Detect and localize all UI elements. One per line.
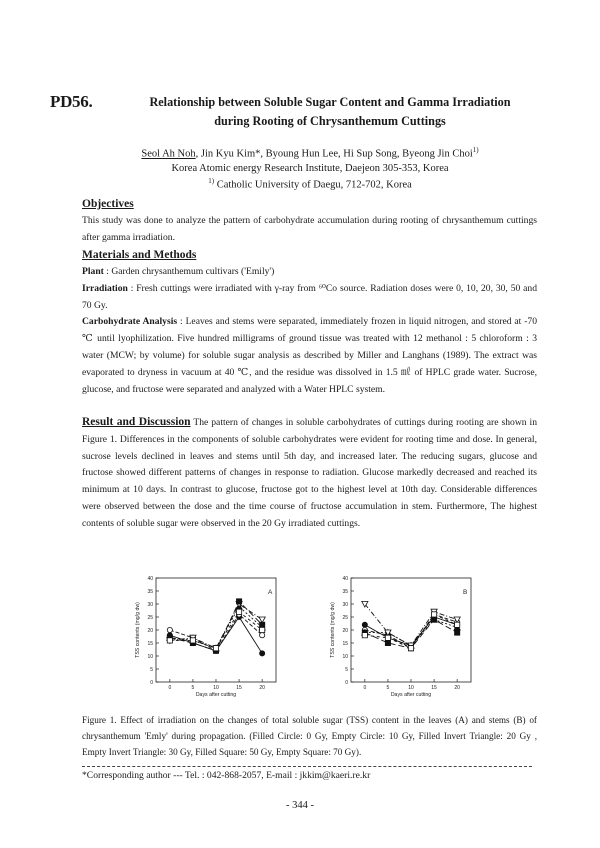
irradiation-label: Irradiation xyxy=(82,282,128,294)
chart-b xyxy=(313,568,488,698)
x-tick-label: 5 xyxy=(191,685,195,691)
y-tick-label: 10 xyxy=(342,654,348,660)
x-tick-label: 10 xyxy=(408,685,414,691)
y-tick-label: 40 xyxy=(342,576,348,582)
chart-a xyxy=(118,568,293,698)
carb-label: Carbohydrate Analysis xyxy=(82,316,178,328)
y-tick-label: 40 xyxy=(147,576,153,582)
other-authors: , Jin Kyu Kim*, Byoung Hun Lee, Hi Sup Song, Byeong Jin Choi xyxy=(195,148,473,160)
plot-frame xyxy=(156,578,276,682)
y-tick-label: 5 xyxy=(345,667,348,673)
data-point-empty-circle xyxy=(167,627,172,632)
irradiation-line xyxy=(82,281,537,315)
x-tick-label: 0 xyxy=(363,685,367,691)
x-tick-label: 5 xyxy=(386,685,390,691)
x-axis-label: Days after cutting xyxy=(195,692,237,698)
data-point-empty-square xyxy=(431,612,436,617)
series-filled-triangle xyxy=(167,604,266,651)
series-line xyxy=(170,601,262,650)
data-point-filled-circle xyxy=(260,651,265,656)
y-tick-label: 30 xyxy=(342,602,348,608)
y-tick-label: 20 xyxy=(147,628,153,634)
series-line xyxy=(170,604,262,648)
objectives-heading: Objectives xyxy=(82,198,134,210)
plot-frame xyxy=(351,578,471,682)
y-tick-label: 35 xyxy=(147,589,153,595)
y-tick-label: 0 xyxy=(345,680,348,686)
data-point-empty-square xyxy=(236,609,241,614)
data-point-empty-square xyxy=(167,638,172,643)
series-line xyxy=(170,612,262,648)
y-tick-label: 30 xyxy=(147,602,153,608)
methods-text xyxy=(82,264,537,398)
paper-title-line2: during Rooting of Chrysanthemum Cuttings xyxy=(214,114,446,128)
paper-code: PD56. xyxy=(50,92,93,111)
carb-text: : Leaves and stems were separated, immediately frozen in liquid nitrogen, and stored at -70 ℃ until lyophilization. Five hundred milligrams of ground tissue was treated with 12 methanol : 5 chloroform : 3 water (MCW; by volume) for soluble sugar analysis as described by Miller and Langhans (1989). The extract was evaporated to dryness in vacuum at 40 ℃, and the residue was dissolved in 1.5 ㎖ of HPLC grade water. Sucrose, glucose, and fructose were separated and analyzed with a Water HPLC system. xyxy=(82,316,537,395)
affiliation-2-text: Catholic University of Daegu, 712-702, Korea xyxy=(214,179,412,191)
data-point-empty-square xyxy=(260,627,265,632)
affiliation-1: Korea Atomic energy Research Institute, Daejeon 305-353, Korea xyxy=(171,163,449,174)
footnote: *Corresponding author --- Tel. : 042-868-2057, E-mail : jkkim@kaeri.re.kr xyxy=(82,770,371,781)
x-tick-label: 20 xyxy=(454,685,460,691)
data-point-empty-square xyxy=(408,646,413,651)
results-body: The pattern of changes in soluble carbohydrates of cuttings during rooting are shown in Figure 1. Differences in the components of soluble carbohydrates were evident for rooting time and dose. In general, sucrose levels declined in leaves and stems until 5th day, and increased later. The reducing sugars, glucose and fructose showed different patterns of changes in response to radiation. Glucose markedly decreased and reached its minimum at 10 days. In contrast to glucose, fructose got to the highest level at 10th day. Considerable differences were observed between the dose and the time course of fructose accumulation in stem. Furthermore, The highest contents of soluble sugar were observed in the 20 Gy irradiated cuttings. xyxy=(82,417,537,529)
y-tick-label: 20 xyxy=(342,628,348,634)
page-number: - 344 - xyxy=(286,800,314,811)
plant-label: Plant xyxy=(82,266,104,277)
data-point-filled-square xyxy=(236,599,241,604)
figure-caption: Figure 1. Effect of irradiation on the changes of total soluble sugar (TSS) content in the leaves (A) and stems (B) of chrysanthemum 'Emly' during propagation. (Filled Circle: 0 Gy, Empty Circle: 10 Gy, Filled Invert Triangle: 20 Gy , Empty Invert Triangle: 30 Gy, Filled Square: 50 Gy, Empty Square: 70 Gy). xyxy=(82,715,537,758)
data-point-filled-square xyxy=(455,630,460,635)
methods-heading: Materials and Methods xyxy=(82,249,197,261)
y-tick-label: 15 xyxy=(342,641,348,647)
y-tick-label: 0 xyxy=(150,680,153,686)
irradiation-text: : Fresh cuttings were irradiated with γ-ray from ⁶⁰Co source. Radiation doses were 0, 10, 20, 30, 50 and 70 Gy. xyxy=(82,282,537,311)
y-tick-label: 15 xyxy=(147,641,153,647)
first-author: Seol Ah Noh xyxy=(141,148,196,160)
results-heading: Result and Discussion xyxy=(82,416,191,428)
data-point-empty-circle xyxy=(260,633,265,638)
x-tick-label: 20 xyxy=(259,685,265,691)
y-axis-label: TSS contents (mg/g dw) xyxy=(135,602,141,658)
affiliation-2 xyxy=(60,177,560,191)
carb-line xyxy=(82,314,537,398)
x-tick-label: 15 xyxy=(236,685,242,691)
y-tick-label: 10 xyxy=(147,654,153,660)
panel-label: A xyxy=(268,589,273,596)
data-point-filled-square xyxy=(260,622,265,627)
series-line xyxy=(365,604,457,646)
data-point-filled-circle xyxy=(362,622,367,627)
affiliation-2-superscript: 1) xyxy=(208,177,215,185)
series-empty-invert-triangle xyxy=(167,601,266,651)
x-tick-label: 0 xyxy=(168,685,172,691)
footnote-divider xyxy=(82,766,532,767)
data-point-empty-square xyxy=(190,638,195,643)
x-axis-label: Days after cutting xyxy=(390,692,432,698)
y-axis-label: TSS contents (mg/g dw) xyxy=(330,602,336,658)
objectives-text: This study was done to analyze the pattern of carbohydrate accumulation during rooting of chrysanthemum cuttings after gamma irradiation. xyxy=(82,215,537,243)
plant-line xyxy=(82,264,537,281)
paper-title-line1: Relationship between Soluble Sugar Content and Gamma Irradiation xyxy=(149,95,511,109)
series-empty-invert-triangle xyxy=(362,601,461,648)
data-point-empty-square xyxy=(362,633,367,638)
data-point-filled-square xyxy=(385,640,390,645)
x-tick-label: 10 xyxy=(213,685,219,691)
y-tick-label: 25 xyxy=(342,615,348,621)
author-superscript: 1) xyxy=(472,146,479,154)
author-list xyxy=(60,146,560,160)
panel-label: B xyxy=(463,589,468,596)
data-point-empty-square xyxy=(385,635,390,640)
series-line xyxy=(170,607,262,649)
data-point-empty-square xyxy=(455,622,460,627)
x-tick-label: 15 xyxy=(431,685,437,691)
results-text xyxy=(82,414,537,533)
y-tick-label: 5 xyxy=(150,667,153,673)
plant-text: : Garden chrysanthemum cultivars ('Emily') xyxy=(103,266,275,277)
y-tick-label: 35 xyxy=(342,589,348,595)
data-point-empty-square xyxy=(213,646,218,651)
y-tick-label: 25 xyxy=(147,615,153,621)
